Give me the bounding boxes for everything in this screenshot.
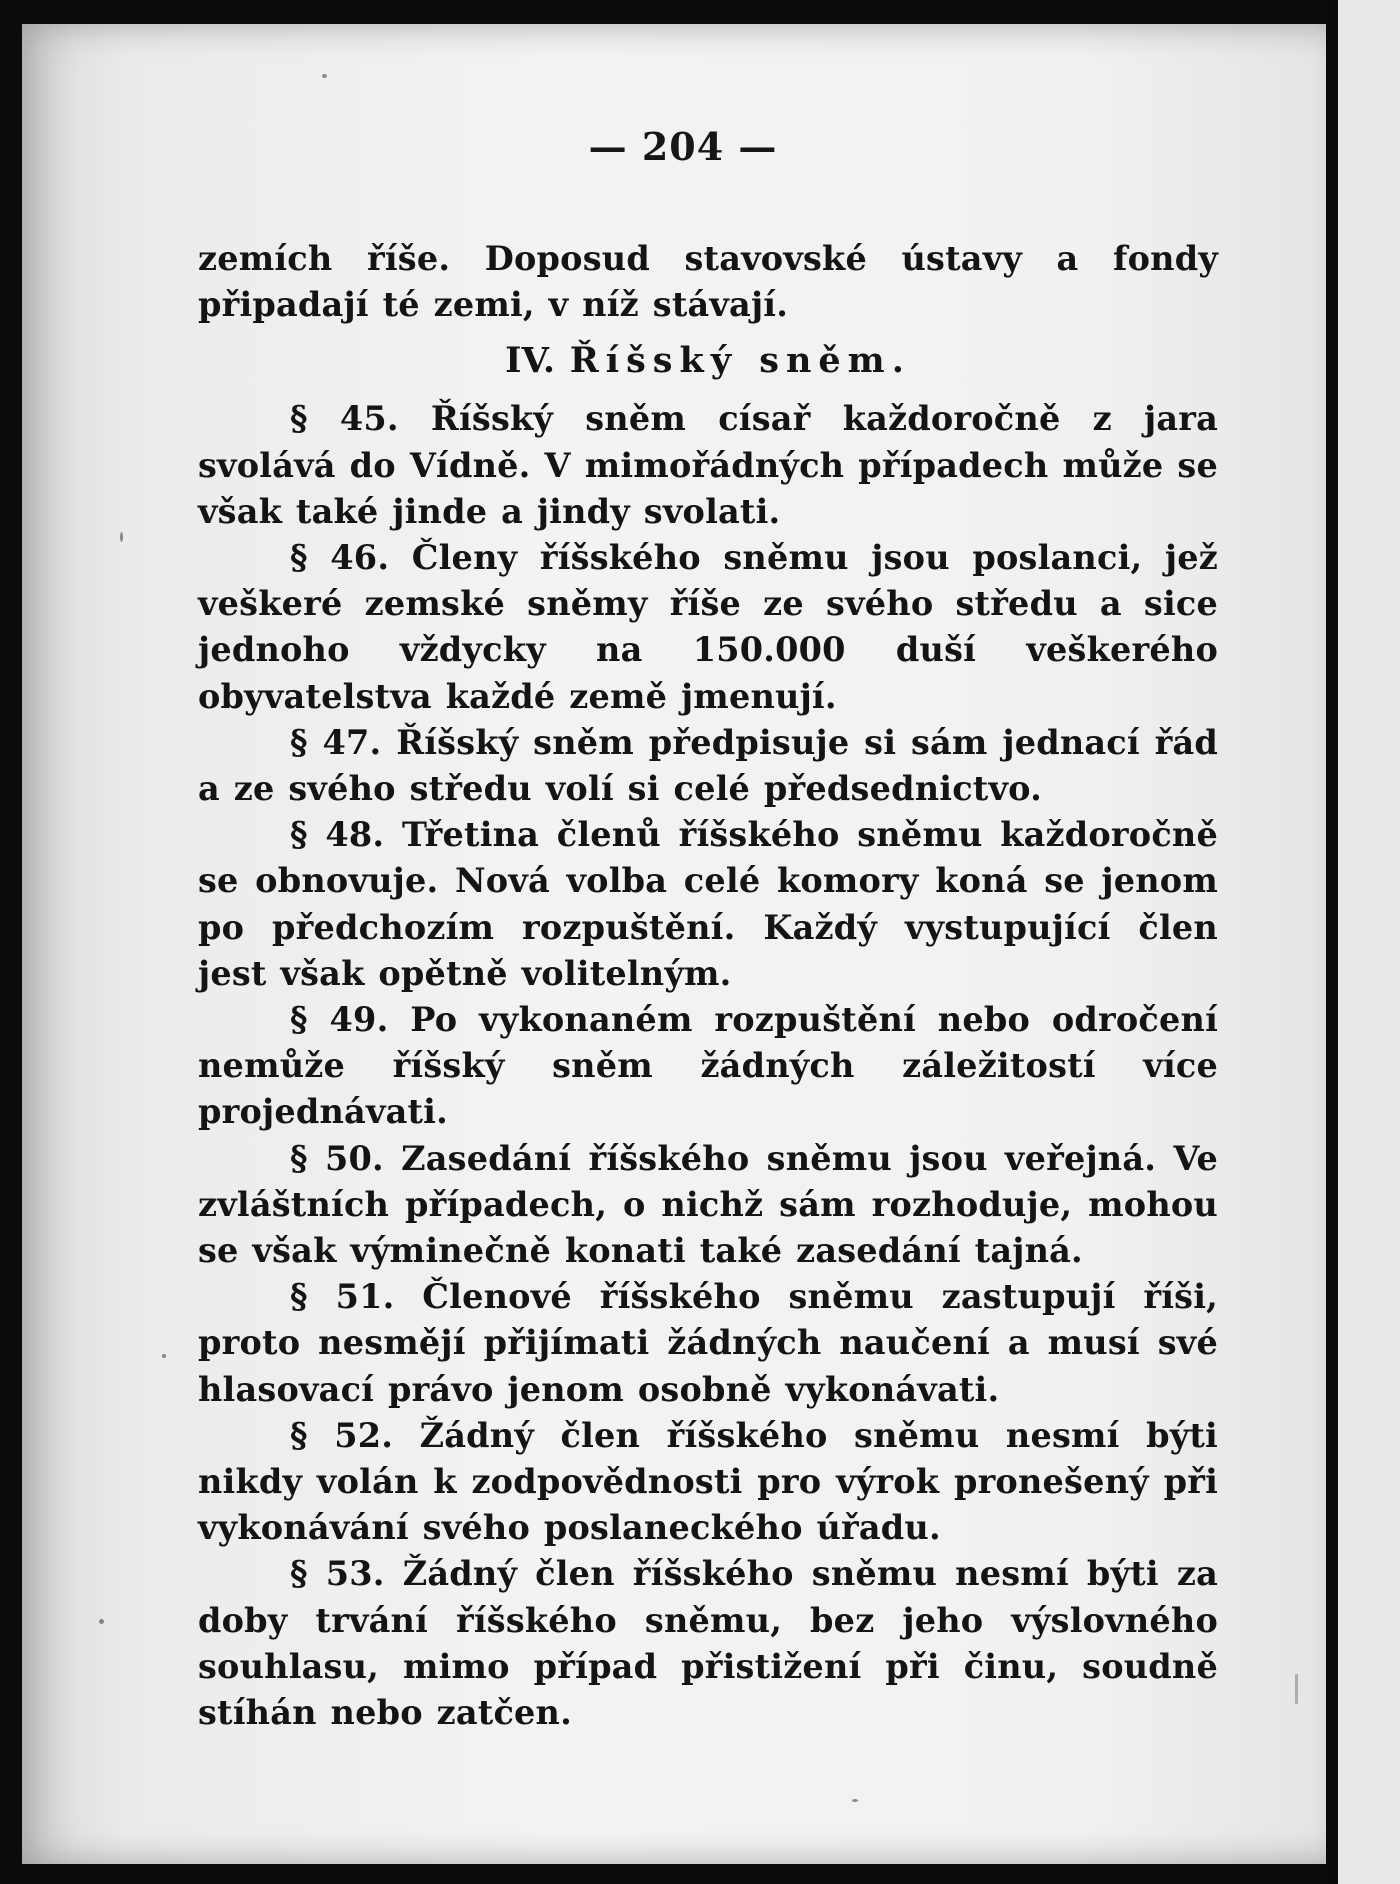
paper-speck <box>162 1354 166 1358</box>
paragraph-53: § 53. Žádný člen říšského sněmu nesmí býti za doby trvání říšského sněmu, bez jeho výslovného souhlasu, mimo případ přistižení při činu, soudně stíhán nebo zatčen. <box>198 1554 1218 1733</box>
paper-speck <box>322 74 327 78</box>
paragraph-48: § 48. Třetina členů říšského sněmu každoročně se obnovuje. Nová volba celé komory koná se jenom po předchozím rozpuštění. Každý vystupující člen jest však opětně volitelným. <box>198 815 1218 993</box>
page-edge <box>1326 0 1338 1884</box>
paper-speck <box>99 1619 104 1624</box>
section-numeral: IV. <box>505 340 556 382</box>
paper-speck <box>120 532 123 542</box>
paragraph-50: § 50. Zasedání říšského sněmu jsou veřejná. Ve zvláštních případech, o nichž sám rozhoduje, mohou se však výminečně konati také zasedání tajná. <box>198 1138 1218 1271</box>
paragraph-52: § 52. Žádný člen říšského sněmu nesmí býti nikdy volán k zodpovědnosti pro výrok pronešený při vykonávání svého poslaneckého úřadu. <box>198 1415 1218 1548</box>
paper-speck <box>1295 1674 1298 1704</box>
book-page <box>22 24 1344 1864</box>
paragraph-47: § 47. Říšský sněm předpisuje si sám jednací řád a ze svého středu volí si celé předsednictvo. <box>198 722 1218 809</box>
section-heading <box>198 338 1218 384</box>
page-number: — 204 — <box>588 124 778 169</box>
paragraph-49: § 49. Po vykonaném rozpuštění nebo odročení nemůže říšský sněm žádných záležitostí více projednávati. <box>198 1000 1218 1132</box>
paper-speck <box>852 1799 858 1802</box>
paragraph-46: § 46. Členy říšského sněmu jsou poslanci, jež veškeré zemské sněmy říše ze svého středu a sice jednoho vždycky na 150.000 duší veškerého obyvatelstva každé země jmenují. <box>198 538 1218 716</box>
paragraph-45: § 45. Říšský sněm císař každoročně z jara svolává do Vídně. V mimořádných případech může se však také jinde a jindy svolati. <box>198 399 1218 531</box>
section-title: Říšský sněm. <box>569 340 911 382</box>
opening-paragraph: zemích říše. Doposud stavovské ústavy a fondy připadají té zemi, v níž stávají. <box>198 239 1218 325</box>
adjacent-page-edge <box>1338 0 1400 1884</box>
page-text <box>198 236 1218 1736</box>
paragraph-51: § 51. Členové říšského sněmu zastupují říši, proto nesmějí přijímati žádných naučení a musí své hlasovací právo jenom osobně vykonávati. <box>198 1277 1218 1409</box>
